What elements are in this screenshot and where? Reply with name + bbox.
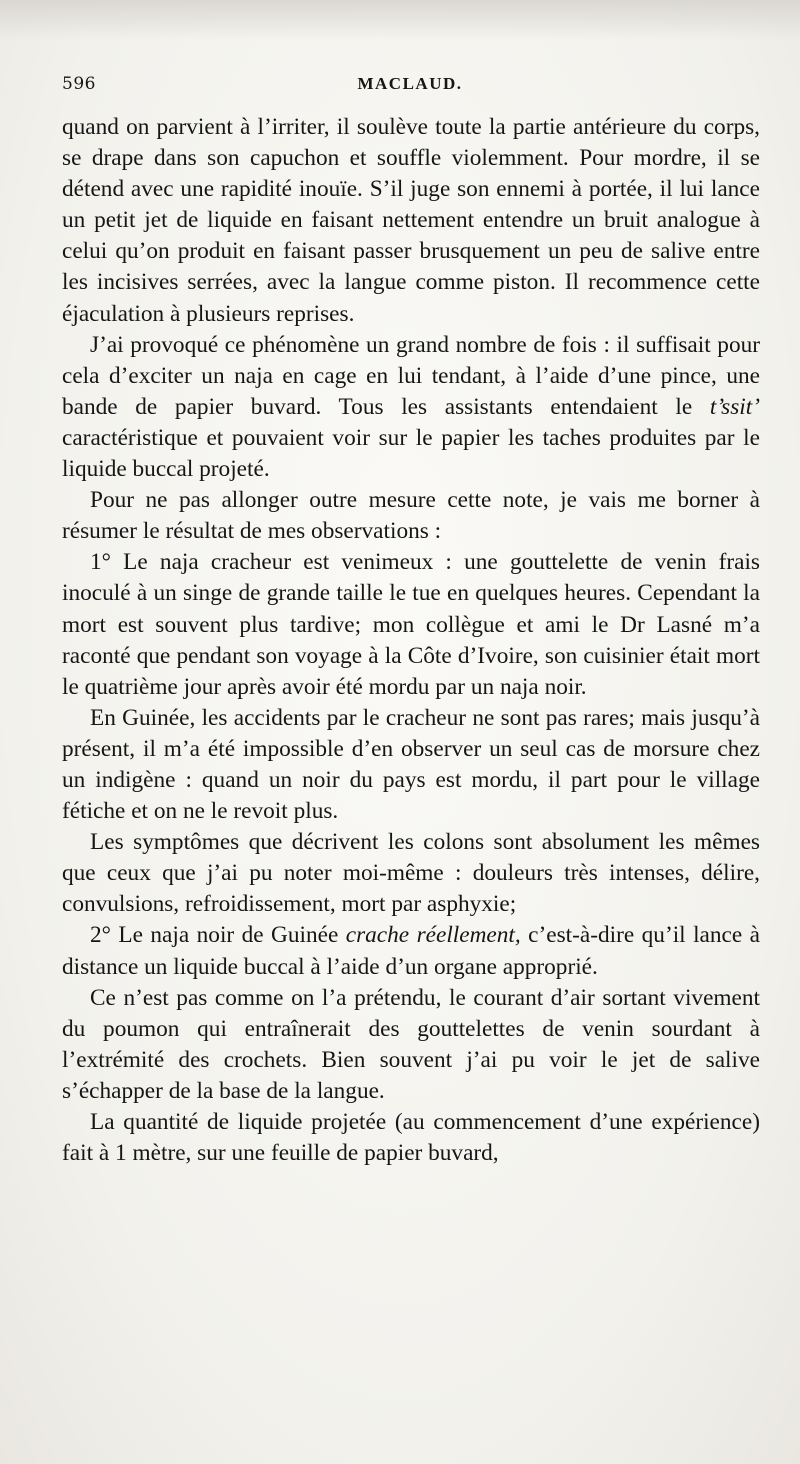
scan-edge-shadow: [0, 0, 800, 40]
page-header: [62, 74, 758, 100]
paragraph-2-tail: caractéristique et pouvaient voir sur le papier les taches produites par le liquide buccal projeté.: [62, 424, 760, 483]
paragraph-2-italic: t’ssit’: [709, 393, 760, 420]
paragraph-9: La quantité de liquide projetée (au commencement d’une expérience) fait à 1 mètre, sur une feuille de papier buvard,: [62, 1109, 760, 1167]
running-head: MACLAUD.: [357, 74, 463, 93]
paragraph-7-lead: 2° Le naja noir de Guinée: [90, 922, 346, 949]
paragraph-4: 1° Le naja cracheur est venimeux : une gouttelette de venin frais inoculé à un singe de grande taille le tue en quelques heures. Cependant la mort est souvent plus tardive; mon collègue et ami le Dr Lasné m’a raconté que pendant son voyage à la Côte d’Ivoire, son cuisinier était mort le quatrième jour après avoir été mordu par un naja noir.: [62, 549, 760, 700]
paragraph-7-italic: crache réellement,: [345, 922, 521, 949]
body-text: [62, 112, 760, 1169]
paragraph-7: [62, 920, 760, 982]
paragraph-5: En Guinée, les accidents par le cracheur ne sont pas rares; mais jusqu’à présent, il m’a été impossible d’en observer un seul cas de morsure chez un indigène : quand un noir du pays est mordu, il part pour le village fétiche et on ne le revoit plus.: [62, 704, 760, 825]
paragraph-1: quand on parvient à l’irriter, il soulève toute la partie antérieure du corps, se drape dans son capuchon et souffle violemment. Pour mordre, il se détend avec une rapidité inouïe. S’il juge son ennemi à portée, il lui lance un petit jet de liquide en faisant nettement entendre un bruit analogue à celui qu’on produit en faisant passer brusquement un peu de salive entre les incisives serrées, avec la langue comme piston. Il recommence cette éjaculation à plusieurs reprises.: [62, 114, 760, 327]
paragraph-2-lead: J’ai provoqué ce phénomène un grand nombre de fois : il suffisait pour cela d’exciter un naja en cage en lui tendant, à l’aide d’une pince, une bande de papier buvard. Tous les assistants entendaient le: [62, 331, 760, 420]
paragraph-7-tail: c’est-à-dire qu’il lance à distance un liquide buccal à l’aide d’un organe approprié.: [62, 922, 760, 980]
paragraph-6: Les symptômes que décrivent les colons sont absolument les mêmes que ceux que j’ai pu noter moi-même : douleurs très intenses, délire, convulsions, refroidissement, mort par asphyxie;: [62, 829, 760, 918]
paragraph-2: [62, 330, 760, 485]
page-number: 596: [62, 74, 96, 94]
paragraph-3: Pour ne pas allonger outre mesure cette note, je vais me borner à résumer le résultat de mes observations :: [62, 487, 760, 545]
paragraph-8: Ce n’est pas comme on l’a prétendu, le courant d’air sortant vivement du poumon qui entraînerait des gouttelettes de venin sourdant à l’extrémité des crochets. Bien souvent j’ai pu voir le jet de salive s’échapper de la base de la langue.: [62, 984, 760, 1104]
